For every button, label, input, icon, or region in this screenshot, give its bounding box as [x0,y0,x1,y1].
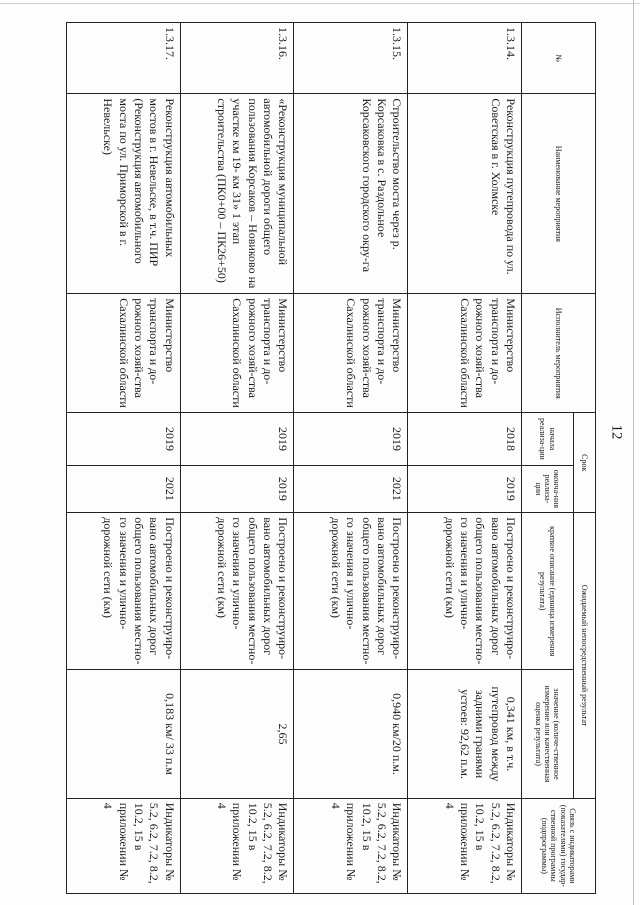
row-start: 2019 [67,413,181,465]
header-result: Ожидаемый непосредственный результат [574,513,596,799]
row-value: 2,65 [180,670,294,799]
header-result-value: значение (количе-ственное измерение или качественная оценка результата) [522,670,574,799]
row-link: Индикаторы № 5.2, 6.2, 7.2, 8.2, 10.2, 15 в приложении № 4 [408,798,522,893]
row-end: 2021 [294,465,408,513]
row-desc: Построено и реконструиро-вано автомобильных дорог общего пользования местно-го значения и улично-дорожной сети (км) [294,513,408,670]
row-link: Индикаторы № 5.2, 6.2, 7.2, 8.2, 10.2, 15 в приложении № 4 [294,798,408,893]
header-term-end: оконча-ния реализа-ции [522,465,574,513]
scan-edge-top [0,3,640,4]
row-start: 2019 [294,413,408,465]
header-link: Связь с индикаторами (показателями) государ-ственной программы (подпрограммы) [522,798,596,893]
table-row [294,23,408,894]
header-term: Срок [574,413,596,513]
row-end: 2019 [408,465,522,513]
row-name: Реконструкция автомобильных мостов в г. Невельске, в т.ч. ПИР (Реконструкция автомобильного моста по ул. Приморской в г. Невельске) [67,94,181,294]
table-row [408,23,522,894]
row-end: 2019 [180,465,294,513]
row-value: 0,341 км, в т.ч. путепровод между задними гранями устоев: 92,62 п.м. [408,670,522,799]
rotated-table-container [66,22,596,894]
row-desc: Построено и реконструиро-вано автомобильных дорог общего пользования местно-го значения и улично-дорожной сети (км) [67,513,181,670]
row-name: «Реконструкция муниципальной автомобильной дороги общего пользования Корсаков – Новиково на участке км 19- км 31» 1 этап строительства (ПК0+00 – ПК26+50) [180,94,294,294]
row-end: 2021 [67,465,181,513]
header-executor: Исполнитель мероприятия [522,294,596,413]
header-name: Наименование мероприятия [522,94,596,294]
row-name: Строительство моста через р. Корсаковка в с. Раздольное Корсаковского городского окру-га [294,94,408,294]
row-start: 2018 [408,413,522,465]
table-row [180,23,294,894]
row-link: Индикаторы № 5.2, 6.2, 7.2, 8.2, 10.2, 15 в приложении № 4 [180,798,294,893]
row-start: 2019 [180,413,294,465]
row-number: 1.3.15. [294,23,408,94]
row-name: Реконструкция путепровода по ул. Советская в г. Холмске [408,94,522,294]
row-number: 1.3.17. [67,23,181,94]
row-desc: Построено и реконструиро-вано автомобильных дорог общего пользования местно-го значения и улично-дорожной сети (км) [180,513,294,670]
row-executor: Министерство транспорта и до-рожного хозяй-ства Сахалинской области [408,294,522,413]
header-row-1 [574,23,596,894]
row-number: 1.3.16. [180,23,294,94]
table-row [67,23,181,894]
header-number: № [522,23,596,94]
scan-edge-right [633,0,634,905]
row-value: 0,183 км/ 33 п.м [67,670,181,799]
row-desc: Построено и реконструиро-вано автомобильных дорог общего пользования местно-го значения и улично-дорожной сети (км) [408,513,522,670]
page-number: 12 [608,424,625,440]
row-executor: Министерство транспорта и до-рожного хозяй-ства Сахалинской области [67,294,181,413]
row-number: 1.3.14. [408,23,522,94]
row-executor: Министерство транспорта и до-рожного хозяй-ства Сахалинской области [294,294,408,413]
row-executor: Министерство транспорта и до-рожного хозяй-ства Сахалинской области [180,294,294,413]
measures-table [66,22,596,894]
header-term-start: начала реализа-ции [522,413,574,465]
row-value: 0,940 км/20 п.м. [294,670,408,799]
row-link: Индикаторы № 5.2, 6.2, 7.2, 8.2, 10.2, 15 в приложении № 4 [67,798,181,893]
header-result-desc: краткое описание (единица измерения результата) [522,513,574,670]
